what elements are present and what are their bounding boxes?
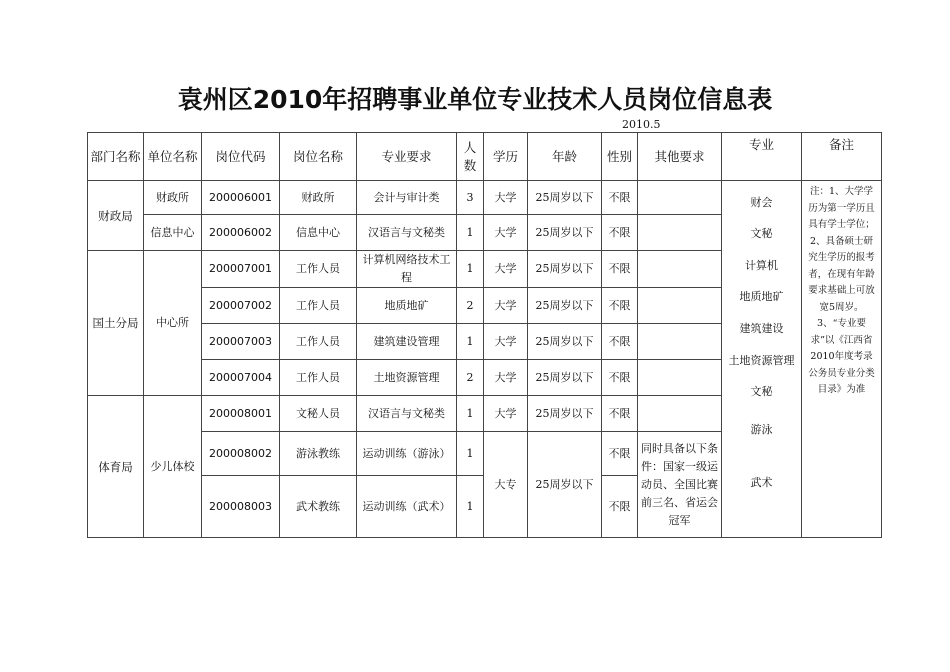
age-cell: 25周岁以下 [528, 251, 602, 288]
num-cell: 2 [457, 360, 484, 396]
age-cell: 25周岁以下 [528, 324, 602, 360]
header-sex: 性别 [602, 133, 638, 181]
other-cell [638, 288, 722, 324]
major-item: 地质地矿 [739, 290, 784, 304]
major-item: 武术 [750, 476, 773, 490]
req-cell: 运动训练（武术） [357, 476, 457, 538]
other-cell [638, 360, 722, 396]
header-post: 岗位名称 [280, 133, 357, 181]
major-item: 文秘 [750, 227, 773, 241]
unit-cell: 少儿体校 [144, 396, 202, 538]
post-cell: 工作人员 [280, 324, 357, 360]
post-cell: 信息中心 [280, 215, 357, 251]
sex-cell: 不限 [602, 181, 638, 215]
header-dept: 部门名称 [88, 133, 144, 181]
edu-cell: 大学 [484, 324, 528, 360]
edu-cell: 大学 [484, 288, 528, 324]
sex-cell: 不限 [602, 360, 638, 396]
major-column [722, 181, 802, 538]
req-cell: 计算机网络技术工程 [357, 251, 457, 288]
unit-cell: 中心所 [144, 251, 202, 396]
dept-cell: 国土分局 [88, 251, 144, 396]
edu-cell: 大学 [484, 360, 528, 396]
other-cell [638, 251, 722, 288]
age-cell: 25周岁以下 [528, 181, 602, 215]
header-req: 专业要求 [357, 133, 457, 181]
table-row [88, 181, 882, 215]
age-cell: 25周岁以下 [528, 215, 602, 251]
post-cell: 文秘人员 [280, 396, 357, 432]
edu-cell: 大学 [484, 181, 528, 215]
edu-cell: 大专 [484, 432, 528, 538]
major-item: 游泳 [750, 422, 773, 436]
major-item: 计算机 [745, 258, 778, 272]
code-cell: 200008003 [202, 476, 280, 538]
other-cell [638, 324, 722, 360]
req-cell: 汉语言与文秘类 [357, 215, 457, 251]
req-cell: 运动训练（游泳） [357, 432, 457, 476]
code-cell: 200007002 [202, 288, 280, 324]
note-cell: 注：1、大学学历为第一学历且具有学士学位；2、具备硕士研究生学历的报考者，在现有年龄要求基础上可放宽5周岁。3、“专业要求”以《江西省2010年度考录公务员专业分类目录》为准 [802, 181, 882, 538]
edu-cell: 大学 [484, 215, 528, 251]
date-label: 2010.5 [622, 118, 661, 131]
code-cell: 200008002 [202, 432, 280, 476]
code-cell: 200007004 [202, 360, 280, 396]
code-cell: 200008001 [202, 396, 280, 432]
code-cell: 200007003 [202, 324, 280, 360]
other-cell [638, 396, 722, 432]
header-unit: 单位名称 [144, 133, 202, 181]
header-code: 岗位代码 [202, 133, 280, 181]
num-cell: 1 [457, 251, 484, 288]
dept-cell: 财政局 [88, 181, 144, 251]
unit-cell: 信息中心 [144, 215, 202, 251]
sex-cell: 不限 [602, 288, 638, 324]
header-age: 年龄 [528, 133, 602, 181]
num-cell: 1 [457, 324, 484, 360]
header-note: 备注 [802, 133, 882, 181]
edu-cell: 大学 [484, 251, 528, 288]
post-cell: 财政所 [280, 181, 357, 215]
num-cell: 3 [457, 181, 484, 215]
num-cell: 1 [457, 215, 484, 251]
edu-cell: 大学 [484, 396, 528, 432]
other-cell [638, 215, 722, 251]
post-cell: 工作人员 [280, 360, 357, 396]
num-cell: 1 [457, 432, 484, 476]
sex-cell: 不限 [602, 432, 638, 476]
unit-cell: 财政所 [144, 181, 202, 215]
job-info-table [87, 132, 882, 538]
sex-cell: 不限 [602, 215, 638, 251]
dept-cell: 体育局 [88, 396, 144, 538]
header-major: 专业 [722, 133, 802, 181]
req-cell: 地质地矿 [357, 288, 457, 324]
num-cell: 1 [457, 476, 484, 538]
code-cell: 200006001 [202, 181, 280, 215]
code-cell: 200007001 [202, 251, 280, 288]
major-item: 文秘 [750, 385, 773, 399]
post-cell: 武术教练 [280, 476, 357, 538]
req-cell: 汉语言与文秘类 [357, 396, 457, 432]
header-edu: 学历 [484, 133, 528, 181]
req-cell: 土地资源管理 [357, 360, 457, 396]
post-cell: 工作人员 [280, 288, 357, 324]
table-header-row [88, 133, 882, 181]
other-requirement-cell: 同时具备以下条件：国家一级运动员、全国比赛前三名、省运会冠军 [638, 432, 722, 538]
major-item: 财会 [750, 195, 773, 209]
req-cell: 会计与审计类 [357, 181, 457, 215]
age-cell: 25周岁以下 [528, 360, 602, 396]
post-cell: 游泳教练 [280, 432, 357, 476]
page-title: 袁州区2010年招聘事业单位专业技术人员岗位信息表 [177, 85, 773, 114]
age-cell: 25周岁以下 [528, 396, 602, 432]
major-item: 建筑建设 [739, 321, 784, 335]
num-cell: 1 [457, 396, 484, 432]
header-num: 人数 [457, 133, 484, 181]
code-cell: 200006002 [202, 215, 280, 251]
post-cell: 工作人员 [280, 251, 357, 288]
sex-cell: 不限 [602, 396, 638, 432]
major-item: 土地资源管理 [728, 353, 795, 367]
req-cell: 建筑建设管理 [357, 324, 457, 360]
num-cell: 2 [457, 288, 484, 324]
age-cell: 25周岁以下 [528, 288, 602, 324]
age-cell: 25周岁以下 [528, 432, 602, 538]
sex-cell: 不限 [602, 324, 638, 360]
other-cell [638, 181, 722, 215]
header-other: 其他要求 [638, 133, 722, 181]
sex-cell: 不限 [602, 476, 638, 538]
sex-cell: 不限 [602, 251, 638, 288]
